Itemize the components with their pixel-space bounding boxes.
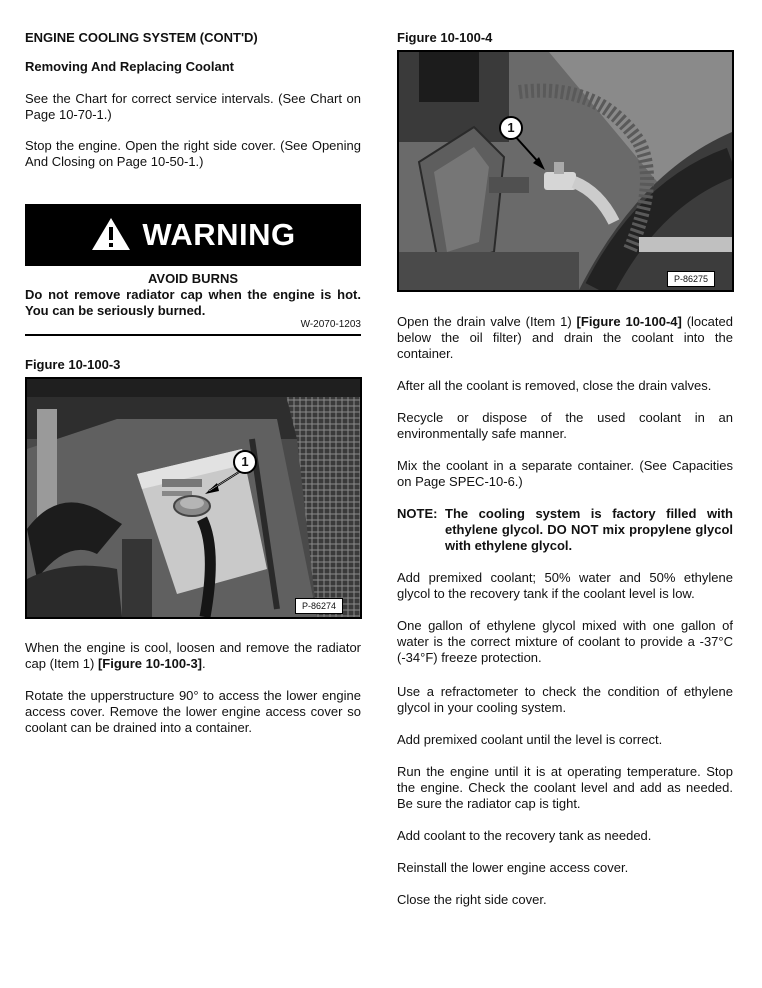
section-title: ENGINE COOLING SYSTEM (CONT'D) <box>25 30 258 45</box>
warning-body-text: Do not remove radiator cap when the engine is hot. You can be seriously burned. <box>25 287 361 318</box>
photo-id-figure-3: P-86274 <box>295 598 343 614</box>
mix-coolant-paragraph: Mix the coolant in a separate container. (See Capacities on Page SPEC-10-6.) <box>397 458 733 489</box>
figure-title-10-100-3: Figure 10-100-3 <box>25 357 121 372</box>
remove-cap-text: When the engine is cool, loosen and remove the radiator cap (Item 1) <box>25 640 361 671</box>
close-drain-paragraph: After all the coolant is removed, close the drain valves. <box>397 378 712 393</box>
add-until-correct-paragraph: Add premixed coolant until the level is correct. <box>397 732 663 747</box>
refractometer-paragraph: Use a refractometer to check the condition of ethylene glycol in your cooling system. <box>397 684 733 715</box>
warning-heading: AVOID BURNS <box>147 271 239 286</box>
note-body: The cooling system is factory filled with ethylene glycol. DO NOT mix propylene glycol with ethylene glycol. <box>445 506 733 553</box>
close-cover-paragraph: Close the right side cover. <box>397 892 547 907</box>
figure-ref-10-100-3: [Figure 10-100-3] <box>97 656 203 671</box>
remove-cap-paragraph <box>25 640 361 672</box>
stop-engine-paragraph: Stop the engine. Open the right side cover. (See Opening And Closing on Page 10-50-1.) <box>25 138 361 169</box>
run-engine-paragraph: Run the engine until it is at operating temperature. Stop the engine. Check the coolant level and add as needed. Be sure the radiator cap is tight. <box>397 764 733 811</box>
warning-body <box>25 287 361 319</box>
recovery-tank-paragraph: Add coolant to the recovery tank as needed. <box>397 828 652 843</box>
warning-triangle-icon <box>90 216 132 255</box>
drain-valve-paragraph <box>397 314 733 362</box>
premixed-coolant-paragraph: Add premixed coolant; 50% water and 50% ethylene glycol to the recovery tank if the coolant level is low. <box>397 570 733 601</box>
note-block <box>397 506 733 554</box>
warning-label: WARNING <box>142 217 296 252</box>
rotate-paragraph: Rotate the upperstructure 90° to access the lower engine access cover. Remove the lower engine access cover so coolant can be drained into a container. <box>25 688 361 735</box>
figure-title-10-100-4: Figure 10-100-4 <box>397 30 493 45</box>
warning-code: W-2070-1203 <box>300 319 361 330</box>
note-label: NOTE: <box>397 506 438 521</box>
recycle-paragraph: Recycle or dispose of the used coolant in an environmentally safe manner. <box>397 410 733 441</box>
photo-id-figure-4: P-86275 <box>667 271 715 287</box>
callout-1-figure-4: 1 <box>499 116 523 140</box>
figure-10-100-3-photo <box>25 377 362 619</box>
drain-valve-text-end: (located below the oil filter) and drain the coolant into the container. <box>397 314 733 361</box>
drain-valve-text: Open the drain valve (Item 1) <box>397 314 577 329</box>
warning-banner <box>25 204 361 266</box>
intro-paragraph: See the Chart for correct service intervals. (See Chart on Page 10-70-1.) <box>25 91 361 122</box>
warning-divider <box>25 334 361 336</box>
figure-ref-10-100-4: [Figure 10-100-4] <box>576 314 682 329</box>
remove-cap-end: . <box>202 656 206 671</box>
subsection-title: Removing And Replacing Coolant <box>25 59 234 74</box>
reinstall-cover-paragraph: Reinstall the lower engine access cover. <box>397 860 629 875</box>
figure-10-100-4-photo <box>397 50 734 292</box>
mixture-paragraph: One gallon of ethylene glycol mixed with one gallon of water is the correct mixture of coolant to provide a -37°C (-34°F) freeze protection. <box>397 618 733 665</box>
callout-1-figure-3: 1 <box>233 450 257 474</box>
